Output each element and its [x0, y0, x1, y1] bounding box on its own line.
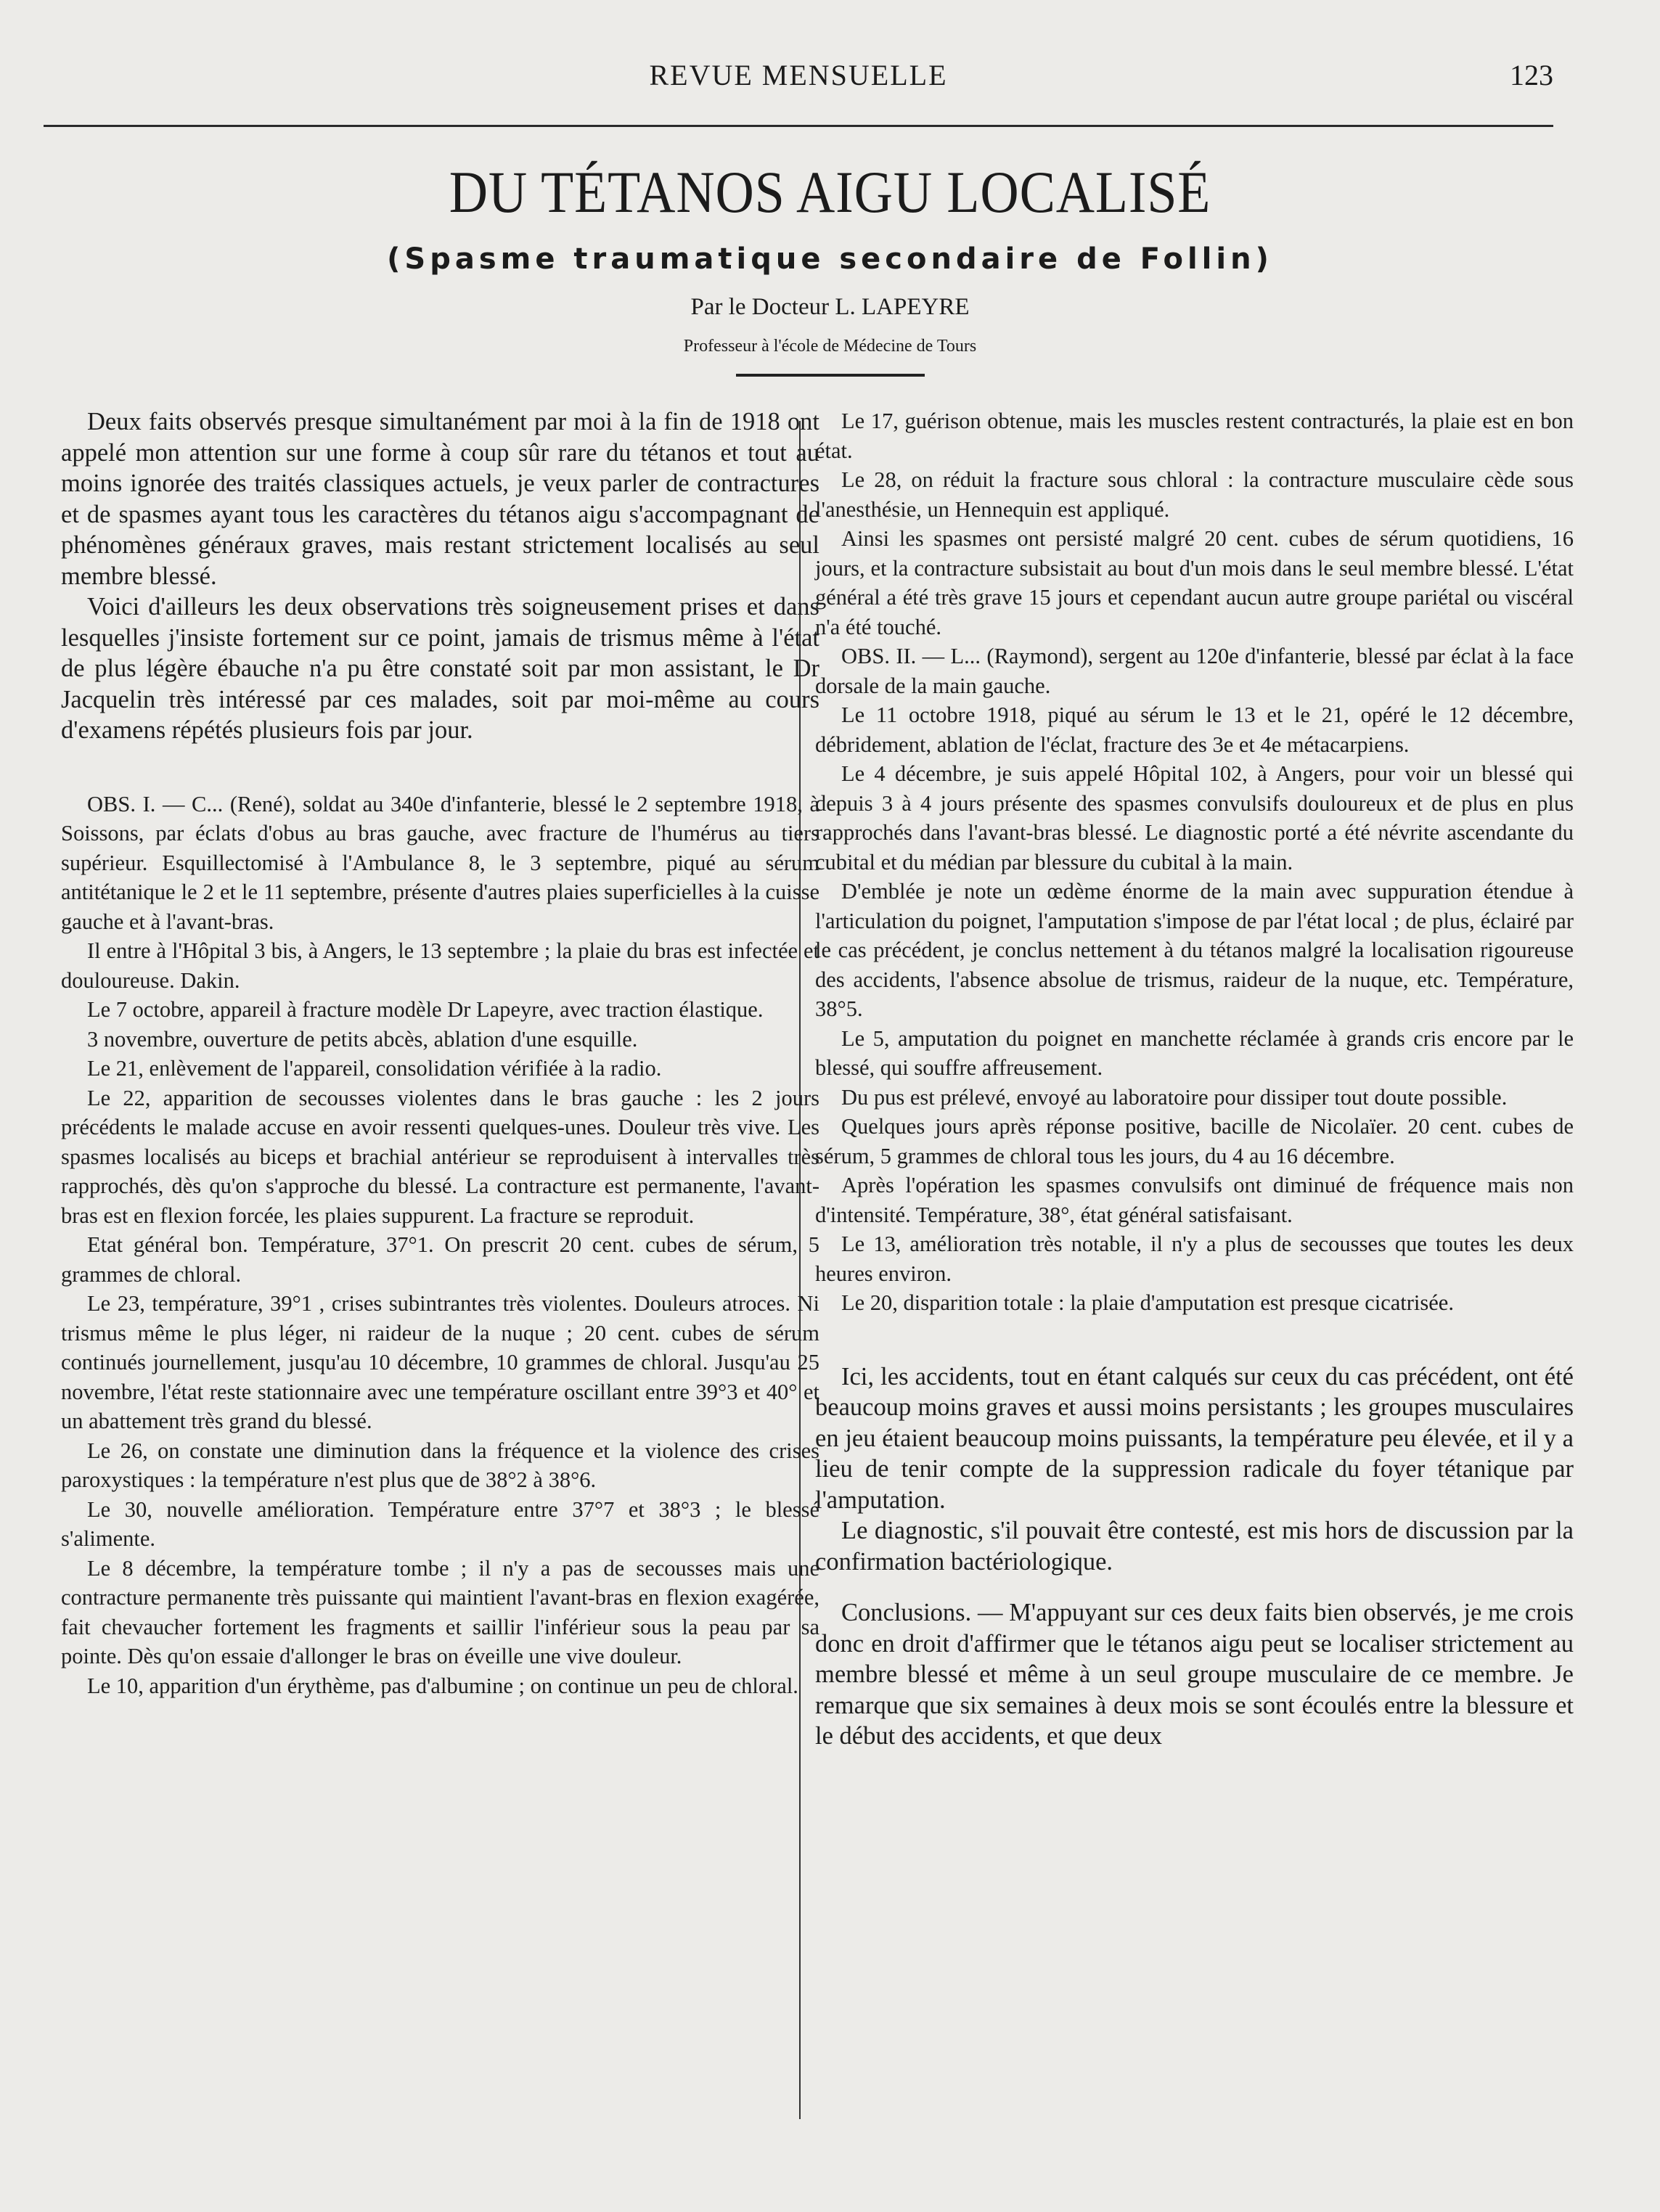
observation-1-summary: Ainsi les spasmes ont persisté malgré 20 cent. cubes de sérum quotidiens, 16 jours, et la contracture subsistait au bout d'un mois dans le seul membre blessé. L'état général a été très grave 15 jours et cependant aucun autre groupe pariétal ou viscéral n'a été touché. — [815, 526, 1574, 639]
observation-1-entry: Le 17, guérison obtenue, mais les muscles restent contracturés, la plaie est en bon état. — [815, 409, 1574, 463]
left-column — [61, 406, 819, 1700]
observation-2-entry: D'emblée je note un œdème énorme de la main avec suppuration étendue à l'articulation du poignet, l'amputation s'impose de par l'état local ; de plus, éclairé par le cas précédent, je conclus nettement à du tétanos malgré la localisation rigoureuse des accidents, l'absence absolue de trismus, raideur de la nuque, etc. Température, 38°5. — [815, 879, 1574, 1021]
conclusions-paragraph: Conclusions. — M'appuyant sur ces deux faits bien observés, je me crois donc en droit d'affirmer que le tétanos aigu peut se localiser strictement au membre blessé et même à un seul groupe musculaire de ce membre. Je remarque que six semaines à deux mois se sont écoulés entre la blessure et le début des accidents, et que deux — [815, 1599, 1574, 1750]
observation-2-header: OBS. II. — L... (Raymond), sergent au 120e d'infanterie, blessé par éclat à la face dorsale de la main gauche. — [815, 644, 1574, 698]
observation-1-entry: Etat général bon. Température, 37°1. On prescrit 20 cent. cubes de sérum, 5 grammes de chloral. — [61, 1232, 819, 1287]
observation-1-entry: Le 10, apparition d'un érythème, pas d'albumine ; on continue un peu de chloral. — [87, 1673, 798, 1698]
running-title: REVUE MENSUELLE — [649, 59, 948, 91]
observation-1-entry: Le 8 décembre, la température tombe ; il n'y a pas de secousses mais une contracture permanente très puissante qui maintient l'avant-bras en flexion exagérée, fait chevaucher fortement les fragments et saillir l'inférieur sous la peau par sa pointe. Dès qu'on essaie d'allonger le bras on éveille une vive douleur. — [61, 1555, 819, 1668]
article-title: DU TÉTANOS AIGU LOCALISÉ — [449, 159, 1211, 225]
header-rule — [44, 125, 1553, 127]
observation-1-entry: Le 30, nouvelle amélioration. Température entre 37°7 et 38°3 ; le blessé s'alimente. — [61, 1496, 819, 1551]
observation-1-entry: Le 22, apparition de secousses violentes dans le bras gauche : les 2 jours précédents le malade accuse en avoir ressenti quelques-unes. Douleur très vive. Les spasmes localisés au biceps et brachial antérieur se reproduisent à intervalles très rapprochés, dès qu'on s'approche du blessé. La contracture est permanente, l'avant-bras est en flexion forcée, les plaies suppurent. La fracture se reproduit. — [61, 1085, 819, 1228]
page-number: 123 — [1510, 59, 1553, 91]
observation-1-header: OBS. I. — C... (René), soldat au 340e d'infanterie, blessé le 2 septembre 1918, à Soissons, par éclats d'obus au bras gauche, avec fracture de l'humérus au tiers supérieur. Esquillectomisé à l'Ambulance 8, le 3 septembre, piqué au sérum antitétanique le 2 et le 11 septembre, présente d'autres plaies superficielles à la cuisse gauche et à l'avant-bras. — [61, 791, 819, 934]
observation-2-entry: Le 13, amélioration très notable, il n'y a plus de secousses que toutes les deux heures environ. — [815, 1232, 1574, 1286]
observation-2-entry: Du pus est prélevé, envoyé au laboratoire pour dissiper tout doute possible. — [841, 1084, 1508, 1110]
observation-1-entry: Le 23, température, 39°1 , crises subintrantes très violentes. Douleurs atroces. Ni trismus même le plus léger, ni raideur de la nuque ; 20 cent. cubes de sérum continués journellement, jusqu'au 10 décembre, 10 grammes de chloral. Jusqu'au 25 novembre, l'état reste stationnaire avec une température oscillant entre 39°3 et 40° et un abattement très grand du blessé. — [61, 1291, 819, 1433]
observation-1-entry: Le 21, enlèvement de l'appareil, consolidation vérifiée à la radio. — [87, 1056, 662, 1081]
intro-paragraph: Deux faits observés presque simultanément par moi à la fin de 1918 ont appelé mon attention sur une forme à coup sûr rare du tétanos et tout au moins ignorée des traités classiques actuels, je veux parler de contractures et de spasmes ayant tous les caractères du tétanos aigu s'accompagnant de phénomènes généraux graves, mais restant strictement localisés au seul membre blessé. — [61, 408, 819, 590]
article-subtitle: (Spasme traumatique secondaire de Follin) — [387, 242, 1273, 276]
discussion-paragraph: Le diagnostic, s'il pouvait être contesté, est mis hors de discussion par la confirmation bactériologique. — [815, 1517, 1574, 1576]
observation-1-entry: Le 26, on constate une diminution dans la fréquence et la violence des crises paroxystiques : la température n'est plus que de 38°2 à 38°6. — [61, 1438, 819, 1492]
observation-1-entry: Il entre à l'Hôpital 3 bis, à Angers, le 13 septembre ; la plaie du bras est infectée et douloureuse. Dakin. — [61, 938, 819, 993]
intro-paragraph: Voici d'ailleurs les deux observations très soigneusement prises et dans lesquelles j'insiste fortement sur ce point, jamais de trismus même à l'état de plus légère ébauche n'a pu être constaté soit par mon assistant, le Dr Jacquelin très intéressé par ces malades, soit par moi-même au cours d'examens répétés plusieurs fois par jour. — [61, 593, 819, 744]
running-head — [44, 58, 1553, 94]
observation-1-entry: Le 7 octobre, appareil à fracture modèle Dr Lapeyre, avec traction élastique. — [87, 997, 764, 1022]
article-author: Par le Docteur L. LAPEYRE — [690, 294, 970, 320]
observation-2-entry: Le 4 décembre, je suis appelé Hôpital 102, à Angers, pour voir un blessé qui depuis 3 à 4 jours présente des spasmes convulsifs douloureux et de plus en plus rapprochés dans l'avant-bras blessé. Le diagnostic porté a été névrite ascendante du cubital et du médian par blessure du cubital à la main. — [815, 761, 1574, 874]
observation-2-entry: Le 20, disparition totale : la plaie d'amputation est presque cicatrisée. — [841, 1290, 1454, 1315]
title-rule — [736, 374, 925, 377]
author-affiliation: Professeur à l'école de Médecine de Tours — [683, 337, 977, 356]
discussion-paragraph: Ici, les accidents, tout en étant calqués sur ceux du cas précédent, ont été beaucoup moins graves et aussi moins persistants ; les groupes musculaires en jeu étaient beaucoup moins puissants, la température peu élevée, et il y a lieu de tenir compte de la suppression radicale du foyer tétanique par l'amputation. — [815, 1362, 1574, 1514]
observation-2-entry: Après l'opération les spasmes convulsifs ont diminué de fréquence mais non d'intensité. Température, 38°, état général satisfaisant. — [815, 1173, 1574, 1227]
observation-2-entry: Le 5, amputation du poignet en manchette réclamée à grands cris encore par le blessé, qui souffre affreusement. — [815, 1025, 1574, 1080]
observation-1-entry: Le 28, on réduit la fracture sous chloral : la contracture musculaire cède sous l'anesthésie, un Hennequin est appliqué. — [815, 467, 1574, 522]
observation-1-entry: 3 novembre, ouverture de petits abcès, ablation d'une esquille. — [87, 1026, 638, 1052]
observation-2-entry: Quelques jours après réponse positive, bacille de Nicolaïer. 20 cent. cubes de sérum, 5 grammes de chloral tous les jours, du 4 au 16 décembre. — [815, 1114, 1574, 1168]
observation-2-entry: Le 11 octobre 1918, piqué au sérum le 13 et le 21, opéré le 12 décembre, débridement, ablation de l'éclat, fracture des 3e et 4e métacarpiens. — [815, 702, 1574, 757]
right-column — [815, 406, 1574, 1752]
article-heading — [0, 156, 1660, 377]
